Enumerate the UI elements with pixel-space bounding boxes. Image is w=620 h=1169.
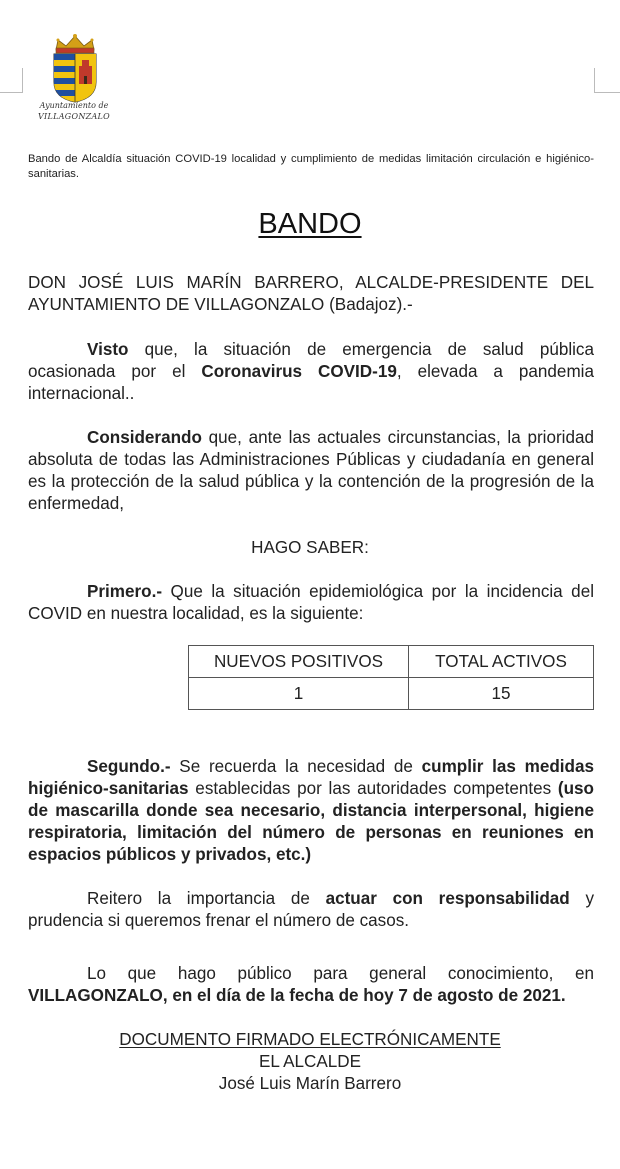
logo-caption-line2: VILLAGONZALO [37,112,111,121]
table-header-new-positives: NUEVOS POSITIVOS [189,646,409,678]
visto-text2: , elevada a pandemia internacional.. [28,362,594,403]
table-cell-total-active: 15 [409,678,594,710]
paragraph-closing [28,963,594,1007]
paragraph-reitero [28,888,594,932]
signature-electronic-note: DOCUMENTO FIRMADO ELECTRÓNICAMENTE [119,1030,501,1049]
reitero-bold1: actuar con responsabilidad [325,889,570,908]
crop-mark-left [0,68,23,93]
logo-caption-line1: Ayuntamiento de [39,101,109,110]
table-header-total-active: TOTAL ACTIVOS [409,646,594,678]
closing-bold1: VILLAGONZALO, en el día de la fecha de hoy 7 de agosto de 2021. [28,986,566,1005]
segundo-text1: Se recuerda la necesidad de [170,757,422,776]
signature-role: EL ALCALDE [259,1052,361,1071]
primero-lead: Primero.- [87,582,163,601]
segundo-text2: establecidas por las autoridades competentes [188,779,558,798]
segundo-bold1: cumplir las medidas higiénico-sanitarias [28,757,594,798]
table-header-row [189,646,594,678]
segundo-bold2: (uso de mascarilla donde sea necesario, distancia interpersonal, higiene respiratoria, limitación del número de personas en reuniones en espacios públicos y privados, etc.) [28,779,594,864]
signature-name: José Luis Marín Barrero [218,1074,402,1093]
closing-text1: Lo que hago público para general conocimiento, en [87,964,594,983]
crop-mark-right [594,68,620,93]
considerando-lead: Considerando [87,428,202,447]
paragraph-primero [28,581,594,625]
document-title: BANDO [258,208,362,240]
document-subject: Bando de Alcaldía situación COVID-19 localidad y cumplimiento de medidas limitación circulación e higiénico-sanitarias. [28,153,594,180]
table-row [189,678,594,710]
hago-saber-heading: HAGO SABER: [251,538,369,557]
table-cell-new-positives: 1 [189,678,409,710]
reitero-text2: y prudencia si queremos frenar el número de casos. [28,889,595,930]
visto-lead: Visto [87,340,129,359]
considerando-text1: que, ante las actuales circunstancias, la prioridad absoluta de todas las Administraciones Públicas y ciudadanía en general es la protección de la salud pública y la contención de la progresión de la enfermedad, [28,428,594,513]
paragraph-visto [28,339,594,405]
paragraph-segundo [28,756,594,866]
visto-text1: que, la situación de emergencia de salud pública ocasionada por el [28,340,594,381]
author-line: DON JOSÉ LUIS MARÍN BARRERO, ALCALDE-PRESIDENTE DEL AYUNTAMIENTO DE VILLAGONZALO (Badajoz).- [28,273,594,314]
reitero-text1: Reitero la importancia de [87,889,326,908]
paragraph-considerando [28,427,594,515]
covid-stats-table [188,645,594,710]
primero-text1: Que la situación epidemiológica por la incidencia del COVID en nuestra localidad, es la siguiente: [28,582,594,623]
signature-block [0,1029,620,1095]
visto-bold1: Coronavirus COVID-19 [201,362,397,381]
segundo-lead: Segundo.- [87,757,171,776]
coat-of-arms-logo [46,32,104,104]
